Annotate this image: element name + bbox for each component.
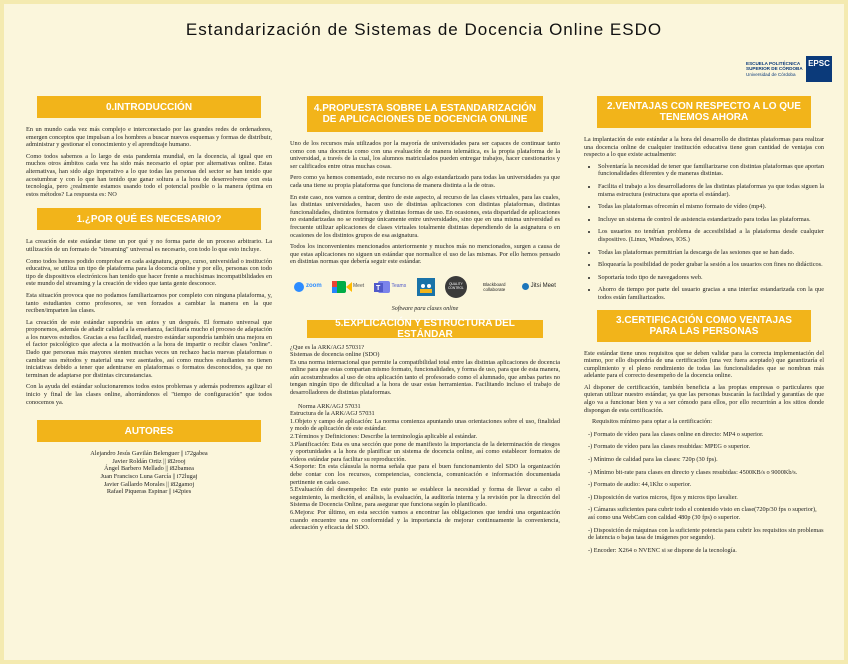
meet-logo [331,279,364,295]
teams-icon [373,279,391,295]
requirements-title: Requisitos mínimo para optar a la certificación: [592,418,712,426]
blackboard-logo-label: Blackboard collaborate [482,281,506,292]
list-item: • Ahorro de tiempo por parte del usuario gracias a una interfaz estandarizada con la que todos están familiarizados. [598,286,824,301]
section-header-proposal: 4.PROPUESTA SOBRE LA ESTANDARIZACIÓN DE APLICACIONES DE DOCENCIA ONLINE [307,96,543,132]
list-item: • Todas las plataformas permitirían la descarga de las sesiones que se han dado. [598,249,824,257]
blackboard-logo [476,282,512,292]
section-header-why: 1.¿POR QUÉ ES NECESARIO? [37,208,261,230]
section-header-certification: 3.CERTIFICACIÓN COMO VENTAJAS PARA LAS PERSONAS [597,310,811,342]
jitsi-logo-label: Jitsi Meet [530,283,556,290]
structure-item: 2.Términos y Definiciones: Describe la terminología aplicable al estándar. [290,433,478,441]
requirement-item: -) Encoder: X264 o NVENC si se dispone de la tecnología. [588,546,737,554]
logo-line: SUPERIOR DE CÓRDOBA [746,66,803,72]
poster-title: Estandarización de Sistemas de Docencia Online ESDO [185,20,663,39]
requirement-item: -) Mínimo bit-rate para clases en directo y clases resubidas: 4500KB/s o 9000Kb/s. [588,468,798,476]
paragraph: La creación de este estándar supondría un antes y un después. El formato universal que proponemos, además de añadir calidad a la enseñanza, facilitaría mucho el proceso de adaptación a los nuevos estudios. Gracias a esa facilidad, nuestro estándar supondría también una mejora en el factor psicológico que afecta a la motivación a la hora de impartir o recibir clases "online". Dado que personas más mayores sienten muchas veces un rechazo hacia nuevas plataformas o cambiar sus métodos y material una vez asentados, así como muchos estudiantes no tienen iniciativas debido a tener que adentrarse en plataformas o formatos desconocidos, ya que no terminan de adaptarse por distintas circunstancias. [26,318,272,379]
list-item: • Todas las plataformas ofrecerán el mismo formato de vídeo (mp4). [598,203,824,211]
advantages-list [584,163,824,302]
text-line: Estructura de la ARK/AGJ 57031 [290,410,375,418]
paragraph: En este caso, nos vamos a centrar, dentro de este aspecto, al recurso de las clases virtuales, para las cuales, las distintas universidades, hacen uso de distintas aplicaciones con distintas plataformas, distintas funcionalidades, distintos formatos y distintas formas de uso. En ocasiones, esta disparidad de aplicaciones no estandarizadas no se restringe únicamente entre universidades, sino que en una misma universidad es frecuente utilizar aplicaciones de clases virtuales totalmente distintas dependiendo de la asignatura o en ocasiones de los distintos grupos de esa asignatura. [290,193,560,239]
paragraph: Este estándar tiene unos requisitos que se deben validar para la correcta implementación del mismo, por ello dispondría de una certificación (una vez fuera aceptado) que garantizaría el cumplimiento y el pleno rendimiento de todas las funcionalidades que se nombran más adelante para el correcto desempeño de la docencia online. [584,349,824,380]
requirement-item: -) Formato de audio: 44,1Khz o superior. [588,481,692,489]
meet-logo-label: Meet [353,283,365,290]
text-line: Sistemas de docencia online (SDO) [290,351,380,359]
author: Javier Roldán Ortiz || i82rooj [112,457,186,465]
paragraph: Al disponer de certificación, también beneficia a las propias empresas o particulares que quieran utilizar nuestro estándar, ya que las personas buscarán la facilidad y garantías de que algo va a funcionar bien y va a ser cómodo para ellos, por ello recurrirán a los sitios donde dispongan de esta certificación. [584,383,824,414]
classroom-icon [416,277,436,297]
list-item: • Bloquearía la posibilidad de poder grabar la sesión a los usuarios con fines no didácticos. [598,261,824,269]
zoom-logo-label: zoom [306,283,322,290]
author: Javier Gallardo Morales || i82gamoj [103,480,195,488]
section-header-explanation: 5.EXPLICACIÓN Y ESTRUCTURA DEL ESTÁNDAR [307,320,543,338]
list-item: • Los usuarios no tendrían problema de accesibilidad a la plataforma desde cualquier dispositivo. (Linux, Windows, IOS.) [598,228,824,243]
author: Rafael Piqueras Espinar || i42pies [106,488,192,496]
structure-item: 3.Planificación: Esta es una sección que pone de manifiesto la importancia de la determinación de riesgos y oportunidades a la hora de planificar un sistema de docencia online, así como establecer formatos de vídeos estándar para facilitar su reproducción. [290,440,560,463]
list-item: • Incluye un sistema de control de asistencia estandarizado para todas las plataformas. [598,216,824,224]
paragraph: Uno de los recursos más utilizados por la mayoría de universidades para ser capaces de continuar tanto como con una docencia como con una evaluación de manera telemática, es la propia plataforma de la universidad, a través de la cual, los alumnos matriculados pueden entregar trabajos, hacer cuestionarios y ser calificados entre otras muchas cosas. [290,140,560,170]
paragraph: Con la ayuda del estándar solucionaremos todos estos problemas y además podremos agilizar el inicio y final de las clases online, ahorrándonos el "tiempo de configuración" que todos conocemos ya. [26,383,272,406]
structure-item: 4.Soporte: En esta cláusula la norma señala que para el buen funcionamiento del SDO la organización debe contar con los recursos, competencias, conciencia, comunicación e información documentada pertinente en cada caso. [290,463,560,486]
paragraph: En un mundo cada vez más complejo e interconectado por las grandes redes de ordenadores, emergen conceptos que impulsan a los hombres a buscar nuevos esquemas y formas de distribuir, administrar y gestionar el conocimiento y el aprendizaje humano. [26,126,272,149]
authors-list [26,450,272,496]
author: Alejandro Jesús Gavilán Belenguer || i72gabea [90,450,208,458]
section-header-introduction: 0.INTRODUCCIÓN [37,96,261,118]
paragraph: Pero como ya hemos comentado, este recurso no es algo estandarizado para todas las universidades ya que cada una tiene su propia plataforma que funciona de manera distinta a la de otras. [290,174,560,189]
author: Juan Francisco Luna García || i72lugaj [100,473,198,480]
list-item: • Soportaría todo tipo de navegadores web. [598,274,824,282]
quality-control-label: QUALITY CONTROL [448,282,464,290]
author: Ángel Barbero Mellado || i82bamea [104,465,194,473]
structure-item: 5.Evaluación del desempeño: En este punto se establece la necesidad y forma de llevar a cabo el seguimiento, la medición, el análisis, la evaluación, la auditoría interna y la revisión por la dirección del Sistema de Docencia Online, para asegurar que funciona según lo planificado. [290,486,560,509]
quality-control-badge [445,276,467,298]
paragraph: La implantación de este estándar a la hora del desarrollo de distintas plataformas para realizar una docencia online de cualquier institución educativa tiene gran cantidad de ventajas con respecto a lo que existe actualmente: [584,136,824,159]
paragraph: Todos los inconvenientes mencionados anteriormente y muchos más no mencionados, surgen a causa de que estas aplicaciones no siguen un estándar que normalice el uso de las mismas. Por ello hemos pensado en distintas normas que debería seguir este estándar. [290,243,560,266]
column-center [290,96,560,532]
requirements-list [584,431,824,555]
text-line: ¿Que es la ARK/AGJ 57031? [290,343,365,351]
requirement-item: -) Formato de vídeo para las clases resubidas: MPEG o superior. [588,443,751,451]
paragraph: Es una norma internacional que permite la compatibilidad total entre las distintas aplicaciones de docencia online para que estas compartan mismo formato, funcionalidades, y forma de uso, para que de esta manera, aún acostumbrados al uso de otra aplicación tanto el profesorado como el alumnado, que ambas partes no tengan ningún tipo de dificultad a la hora de usar estas herramientas. Facilitando incluso el trabajo de desarrolladores de distintas plataformas. [290,358,560,397]
section-header-advantages: 2.VENTAJAS CON RESPECTO A LO QUE TENEMOS AHORA [597,96,811,128]
paragraph: Como todos sabemos a lo largo de esta pandemia mundial, en la docencia, al igual que en muchos otros ámbitos cada vez ha sido más necesario el optar por alternativas online. Estas alternativas, han sido algo imperativo a lo que todas las personas del sector se han tenido que acostumbrar y con lo que han tenido que ganar soltura a la hora de desenvolverse con esta tecnología, pero ¿realmente estamos usando todo el potencial posible o la manera óptima en estos métodos? La respuesta es: NO [26,152,272,198]
paragraph: La creación de este estándar tiene un por qué y no forma parte de un proceso arbitrario. La utilización de un formato de "streaming" universal es necesario, con todo lo que esto incluye. [26,238,272,253]
jitsi-logo [522,283,556,291]
university-logo [746,56,836,82]
structure-item: 6.Mejora: Por último, en esta sección vamos a encontrar las obligaciones que tendrá una organización cuando encuentre una no conformidad y la importancia de mejorar continuamente la conveniencia, adecuación y eficacia del SDO. [290,508,560,532]
svg-text:T: T [376,284,381,292]
figure-caption: Software para clases online [391,305,459,312]
meet-icon [331,279,353,295]
teams-logo [373,279,406,295]
teams-logo-label: Teams [391,283,407,290]
section-header-authors: AUTORES [37,420,261,442]
requirement-item: -) Disposición de varios micros, fijos y micros tipo lavalier. [588,493,738,501]
paragraph: Como todos hemos podido comprobar en cada asignatura, grupo, curso, universidad o institución educativa, se utiliza un tipo de plataforma para la docencia online y por ello, personas con todo tipo de dispositivos electrónicos han tenido que hacer frente a muchísimas incompatibilidades en este mundo del streaming y la creación de vídeo que tanta gente desconoce. [26,257,272,288]
requirement-item: -) Formato de vídeo para las clases online en directo: MP4 o superior. [588,430,764,438]
logo-line: Universidad de Córdoba [746,71,796,77]
logo-text [746,61,806,77]
text-line: Norma ARK/AGJ 57031 [298,402,361,410]
structure-item: 1.Objeto y campo de aplicación: La norma comienza apuntando unas orientaciones sobre el uso, finalidad y modo de aplicación de este estándar. [290,417,560,433]
logo-mark: EPSC [806,56,832,82]
zoom-logo [294,282,322,292]
column-left [26,96,272,496]
software-logos [294,270,556,304]
requirement-item: -) Disposición de máquinas con la suficiente potencia para cubrir los requisitos sin problemas de latencia o bajas tasa de imágenes por segundo). [588,526,824,542]
logo-line: ESCUELA POLITÉCNICA [746,61,801,67]
requirement-item: -) Mínimo de calidad para las clases: 720p (30 fps). [588,456,718,464]
list-item: • Solventaría la necesidad de tener que familiarizarse con distintas plataformas que aportan funcionalidades diferentes y de maneras distintas. [598,163,824,178]
paragraph: Esta situación provoca que no podamos familiarizarnos por completo con ninguna plataforma, y, tanto estudiantes como profesores, se ven forzados a cambiar la manera en la que reciben/imparten las clases. [26,291,272,315]
requirement-item: -) Cámaras suficientes para cubrir todo el contenido visto en clase(720p/30 fps o superior), así como una WebCam con calidad 480p (30 fps) o superior. [588,506,817,521]
column-right [584,96,824,559]
list-item: • Facilita el trabajo a los desarrolladores de las distintas plataformas ya que todas siguen la misma estructura (estructura que aporta el estándar). [598,183,824,198]
